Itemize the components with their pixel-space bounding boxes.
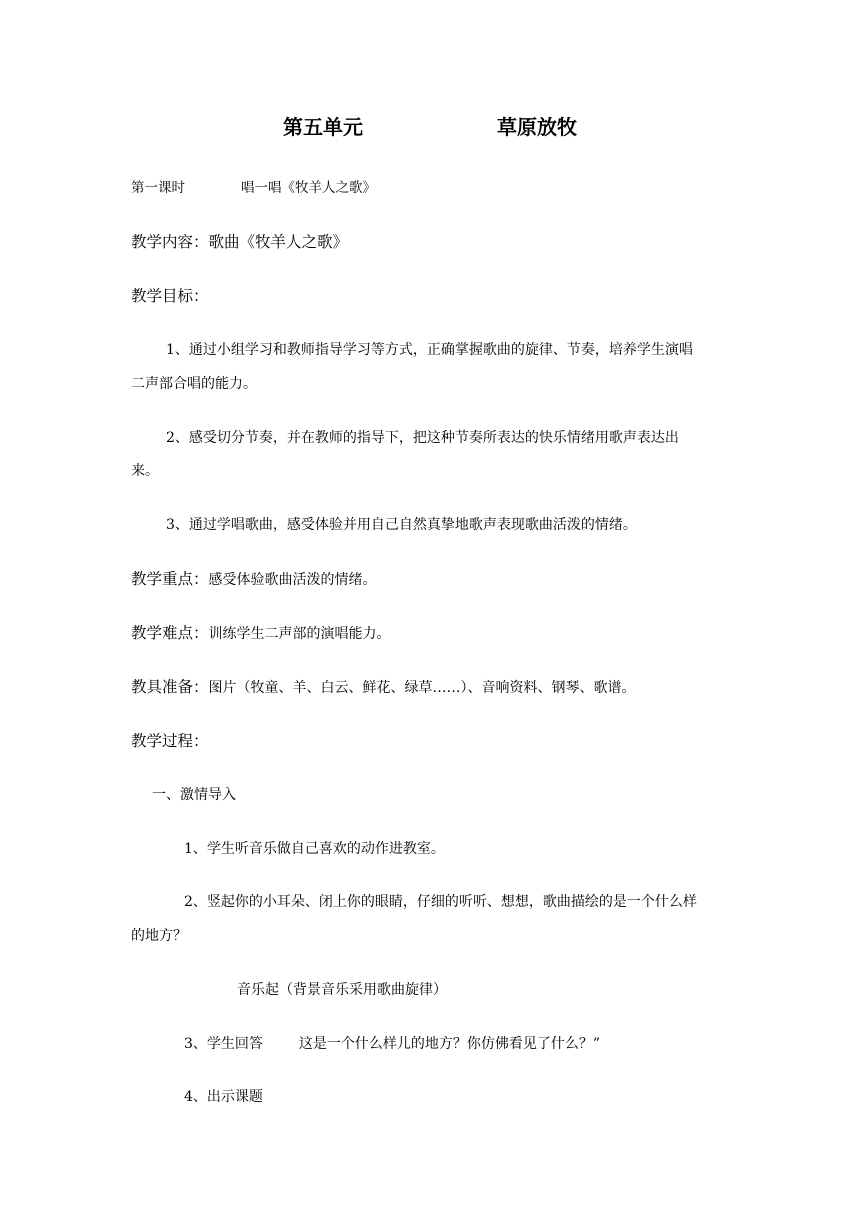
- difficulty-point: [131, 624, 391, 643]
- key-point-text: 感受体验歌曲活泼的情绪。: [208, 572, 377, 588]
- teaching-aids-text: 图片（牧童、羊、白云、鲜花、绿草……）、音响资料、钢琴、歌谱。: [208, 680, 636, 696]
- unit-label: 第五单元: [283, 115, 363, 139]
- step-4: 4、出示课题: [184, 1089, 263, 1105]
- teaching-aids-label: 教具准备：: [131, 678, 209, 696]
- goal-1-line-1: 1、通过小组学习和教师指导学习等方式，正确掌握歌曲的旋律、节奏，培养学生演唱: [166, 342, 693, 358]
- lesson-label: 第一课时: [131, 180, 185, 196]
- difficulty-text: 训练学生二声部的演唱能力。: [208, 626, 391, 642]
- section-1-heading: 一、激情导入: [152, 787, 236, 803]
- process-heading: 教学过程：: [131, 732, 209, 750]
- goal-1-line-2: 二声部合唱的能力。: [131, 376, 257, 392]
- goal-2-line-1: 2、感受切分节奏，并在教师的指导下，把这种节奏所表达的快乐情绪用歌声表达出: [166, 430, 679, 446]
- teaching-aids: [131, 678, 636, 697]
- step-3: [184, 1035, 600, 1053]
- goals-heading: 教学目标：: [131, 287, 209, 305]
- goal-3: 3、通过学唱歌曲，感受体验并用自己自然真挚地歌声表现歌曲活泼的情绪。: [166, 517, 637, 533]
- step-3-label: 3、学生回答: [184, 1036, 263, 1052]
- step-2-line-1: 2、竖起你的小耳朵、闭上你的眼睛，仔细的听听、想想，歌曲描绘的是一个什么样: [184, 894, 697, 910]
- teaching-content: 教学内容：歌曲《牧羊人之歌》: [131, 233, 349, 251]
- unit-name: 草原放牧: [497, 115, 577, 139]
- document-title: [0, 114, 860, 140]
- difficulty-label: 教学难点：: [131, 624, 209, 642]
- key-point-label: 教学重点：: [131, 570, 209, 588]
- lesson-line: [131, 179, 376, 197]
- music-note: 音乐起（背景音乐采用歌曲旋律）: [237, 982, 447, 998]
- key-point: [131, 570, 377, 589]
- goal-2-line-2: 来。: [131, 463, 159, 479]
- step-1: 1、学生听音乐做自己喜欢的动作进教室。: [184, 841, 445, 857]
- step-3-text: 这是一个什么样儿的地方？你仿佛看见了什么？”: [298, 1036, 601, 1052]
- step-2-line-2: 的地方？: [131, 928, 187, 944]
- lesson-name: 唱一唱《牧羊人之歌》: [241, 180, 376, 196]
